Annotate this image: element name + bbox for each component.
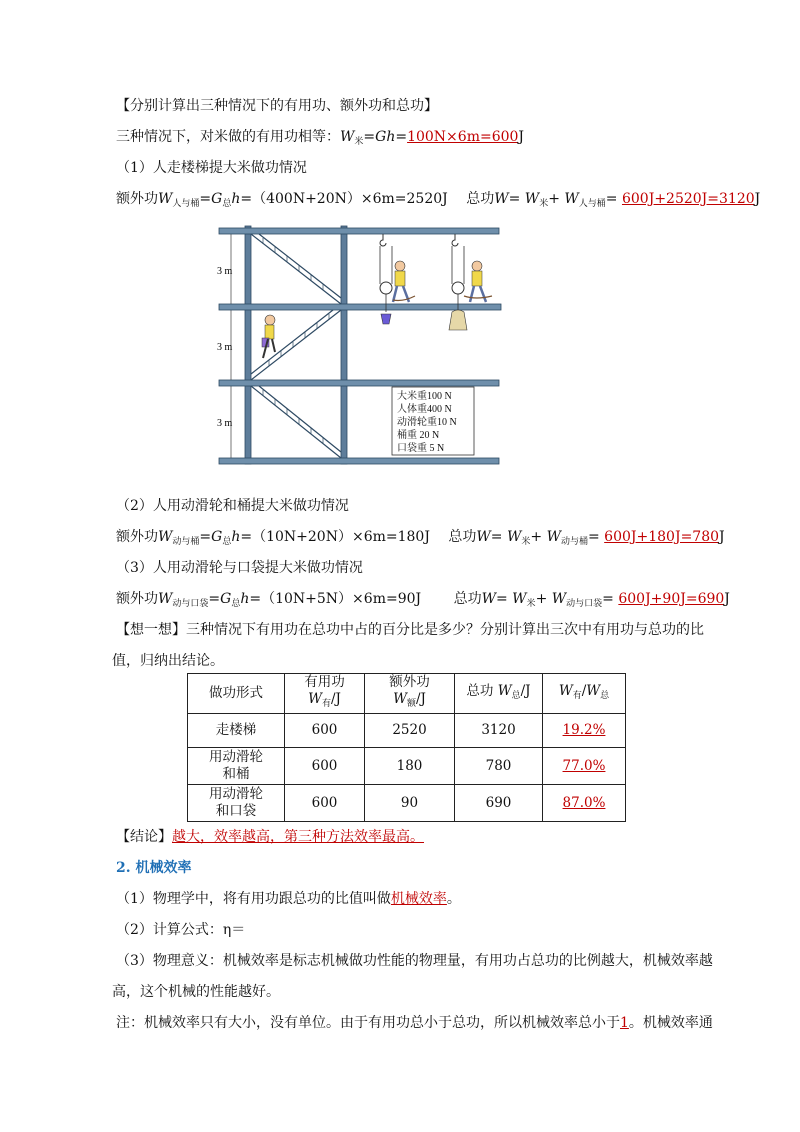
case3-formula: 额外功$W_{动与口袋}=G_总h=(10N+5N)\times 6m=90J$ 总功$W= W_米+ W_{动与口袋}= 600J+90J=690J$ <box>116 591 730 609</box>
note-line: 注：机械效率只有大小，没有单位。由于有用功总小于总功，所以机械效率总小于1。机械效率通 <box>116 1015 713 1031</box>
height-label-1: 3 m <box>217 266 233 277</box>
conclusion: 【结论】越大，效率越高，第三种方法效率最高。 <box>116 829 424 845</box>
section-title-efficiency: 2. 机械效率 <box>116 860 192 876</box>
think-question-cont: 值，归纳出结论。 <box>112 653 224 669</box>
climbing-boy <box>262 315 275 358</box>
answer-conclusion: 越大，效率越高，第三种方法效率最高。 <box>172 829 424 845</box>
pulley-bag-setup <box>449 234 467 330</box>
answer-ratio-1: 19.2% <box>562 722 606 738</box>
case1-formula: 额外功$W_{人与桶}=G_总h=(400N+20N)\times 6m=2520J$ 总功$W= W_米+ W_{人与桶}= 600J+2520J=3120J$ <box>116 191 761 209</box>
answer-less-than-one: 1 <box>620 1015 629 1031</box>
answer-case1-total: 600J+2520J=3120 <box>621 191 755 207</box>
table-row: 走楼梯 600 2520 3120 19.2% <box>188 714 626 748</box>
col-header-ratio: $W_有/W_总$ <box>543 674 626 714</box>
table-row: 用动滑轮 和口袋 600 90 690 87.0% <box>188 785 626 822</box>
height-label-2: 3 m <box>217 342 233 353</box>
col-header-extra: 额外功 $W_额/J$ <box>365 674 455 714</box>
col-header-total: 总功 $W_总/J$ <box>455 674 543 714</box>
answer-ratio-3: 87.0% <box>562 794 606 811</box>
useful-work-line: 三种情况下，对米做的有用功相等：$W_米=Gh=100N\times 6m=600J$ <box>116 129 525 147</box>
answer-useful-work: 100N×6m=600 <box>407 129 519 145</box>
section-heading-calc: 【分别计算出三种情况下的有用功、额外功和总功】 <box>116 98 438 114</box>
weights-legend: 大米重100 N 人体重400 N 动滑轮重10 N 桶重 20 N 口袋重 5 N <box>397 391 457 454</box>
case1-heading: （1）人走楼梯提大米做功情况 <box>116 160 307 176</box>
meaning-line: （3）物理意义：机械效率是标志机械做功性能的物理量，有用功占总功的比例越大，机械效率越 <box>116 953 713 969</box>
pulling-boy-2 <box>464 261 492 302</box>
pulling-boy-1 <box>393 261 415 302</box>
meaning-line-cont: 高，这个机械的性能越好。 <box>112 984 280 1000</box>
answer-mechanical-efficiency: 机械效率 <box>390 891 447 907</box>
building-pulley-figure <box>215 220 505 466</box>
col-header-method: 做功形式 <box>188 674 285 714</box>
table-row: 用动滑轮 和桶 600 180 780 77.0% <box>188 748 626 785</box>
think-question: 【想一想】三种情况下有用功在总功中占的百分比是多少？分别计算出三次中有用功与总功的比 <box>116 622 704 638</box>
efficiency-table <box>187 673 626 822</box>
height-label-3: 3 m <box>217 418 233 429</box>
answer-case3-total: 600J+90J=690 <box>618 591 725 607</box>
col-header-useful: 有用功 $W_有/J$ <box>285 674 365 714</box>
definition-line: （1）物理学中，将有用功跟总功的比值叫做机械效率。 <box>116 891 461 907</box>
answer-case2-total: 600J+180J=780 <box>604 529 720 545</box>
formula-line: （2）计算公式：η＝ <box>116 922 246 938</box>
case2-heading: （2）人用动滑轮和桶提大米做功情况 <box>116 498 349 514</box>
pulley-bucket-setup <box>380 234 392 324</box>
answer-ratio-2: 77.0% <box>562 757 606 774</box>
case3-heading: （3）人用动滑轮与口袋提大米做功情况 <box>116 560 363 576</box>
case2-formula: 额外功$W_{动与桶}=G_总h=(10N+20N)\times 6m=180J$ 总功$W= W_米+ W_{动与桶}= 600J+180J=780J$ <box>116 529 725 547</box>
